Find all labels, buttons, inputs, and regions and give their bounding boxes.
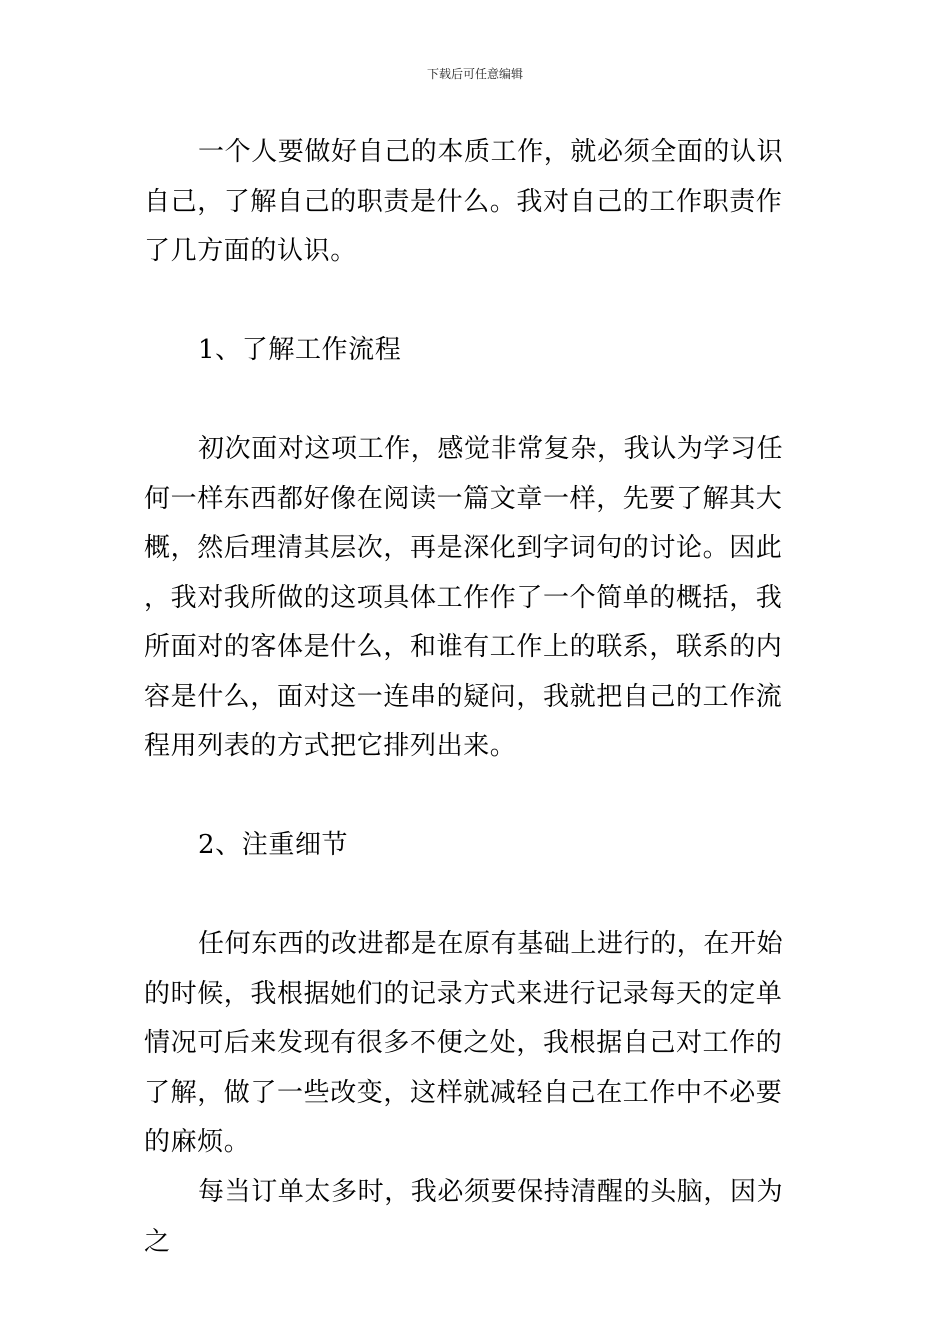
paragraph-details: 任何东西的改进都是在原有基础上进行的，在开始的时候，我根据她们的记录方式来进行记录每天的定单情况可后来发现有很多不便之处，我根据自己对工作的了解，做了一些改变，这样就减轻自己在工作中不必要的麻烦。 bbox=[144, 929, 784, 1157]
paragraph-intro: 一个人要做好自己的本质工作，就必须全面的认识自己，了解自己的职责是什么。我对自己的工作职责作了几方面的认识。 bbox=[144, 137, 784, 266]
heading-workflow: 1、了解工作流程 bbox=[198, 335, 402, 365]
page-header: 下载后可任意编辑 bbox=[426, 67, 523, 81]
heading-details: 2、注重细节 bbox=[198, 830, 349, 860]
paragraph-orders: 每当订单太多时，我必须要保持清醒的头脑，因为之 bbox=[144, 1177, 784, 1257]
paragraph-workflow: 初次面对这项工作，感觉非常复杂，我认为学习任何一样东西都好像在阅读一篇文章一样，先要了解其大概，然后理清其层次，再是深化到字词句的讨论。因此，我对我所做的这项具体工作作了一个简单的概括，我所面对的客体是什么，和谁有工作上的联系，联系的内容是什么，面对这一连串的疑问，我就把自己的工作流程用列表的方式把它排列出来。 bbox=[144, 434, 784, 761]
